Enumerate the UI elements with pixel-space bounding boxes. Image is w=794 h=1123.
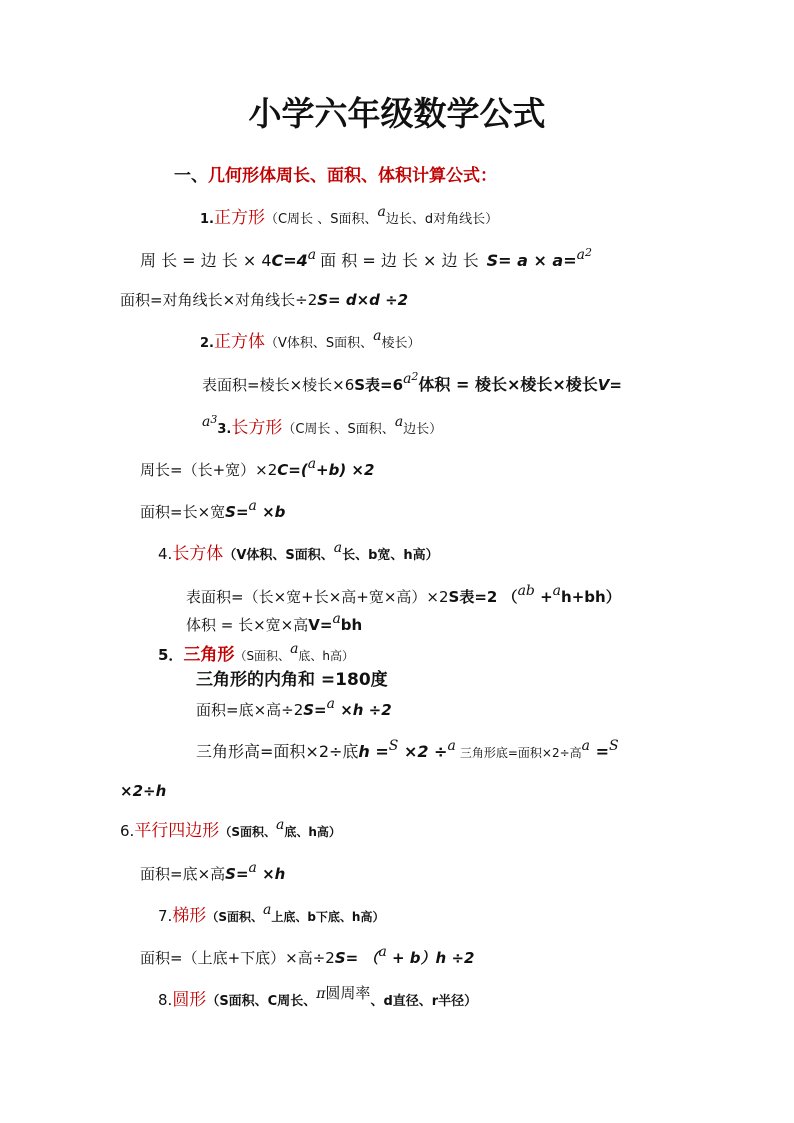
square-formula-line	[140, 246, 592, 273]
shape-circle-heading	[158, 984, 478, 1012]
cuboid-surface-line	[186, 583, 621, 608]
triangle-area-line	[196, 696, 392, 721]
var-ab: ab	[517, 583, 535, 599]
var-a: a	[394, 414, 404, 430]
variable-list: （S面积、	[234, 649, 291, 663]
formula: h =	[358, 742, 389, 761]
var-s: S	[608, 738, 619, 754]
shape-cube-heading	[200, 328, 421, 354]
shape-trapezoid-heading	[158, 902, 385, 927]
formula-text: 体积 = 长×宽×高	[186, 616, 309, 634]
variable-list: （V体积、S面积、	[264, 336, 374, 351]
item-number: 4.	[158, 545, 173, 563]
shape-name: 正方形	[213, 208, 265, 228]
var-a: a	[202, 414, 211, 430]
formula: S= a × a=	[486, 251, 577, 270]
shape-name: 长方形	[231, 418, 283, 438]
formula: S= d×d ÷2	[317, 291, 409, 309]
variable-list-end: 上底、b下底、h高）	[271, 910, 385, 924]
var-a: a	[377, 204, 386, 220]
formula: ×2 ÷	[398, 742, 448, 761]
formula: +	[534, 588, 553, 606]
item-number: 5．	[158, 646, 184, 664]
exponent: 3	[210, 413, 218, 426]
formula: h+bh）	[561, 588, 621, 606]
formula-text: 表面积=（长×宽+长×高+宽×高）×2	[186, 588, 449, 606]
variable-list: （C周长 、S面积、	[282, 422, 395, 437]
variable-list: （C周长 、S面积、	[264, 212, 378, 227]
pi-label: 圆周率	[325, 984, 371, 1002]
var-a: a	[332, 611, 341, 627]
shape-parallelogram-heading	[120, 817, 341, 842]
cube-formula-line	[202, 370, 622, 397]
section-prefix: 一、	[174, 166, 208, 186]
formula-text: 三角形底=面积×2÷高	[459, 746, 582, 760]
formula: + b）h ÷2	[386, 949, 475, 967]
section-heading	[174, 166, 497, 186]
formula: S=	[225, 865, 249, 883]
var-a: a	[290, 641, 299, 657]
rectangle-perimeter-line	[140, 456, 375, 481]
var-a: a	[447, 738, 456, 754]
formula: bh	[340, 616, 363, 634]
item-number: 3.	[217, 422, 232, 437]
exponent: 2	[584, 246, 592, 259]
formula: ×h ÷2	[334, 701, 392, 719]
trapezoid-area-line	[140, 944, 475, 969]
var-s: S	[388, 738, 399, 754]
formula: S=	[303, 701, 327, 719]
var-a: a	[552, 583, 562, 599]
var-a: a	[581, 738, 590, 754]
var-a: a	[373, 328, 382, 344]
triangle-angle-sum: 三角形的内角和 =180度	[196, 670, 388, 690]
variable-list-end: 棱长）	[381, 336, 421, 351]
formula-text: 面积=底×高	[140, 865, 226, 883]
variable-list-end: 长、b宽、h高）	[342, 548, 439, 563]
variable-list-end: 底、h高）	[298, 649, 355, 663]
shape-triangle-heading	[158, 641, 355, 666]
shape-name: 正方体	[213, 332, 265, 352]
page-title: 小学六年级数学公式	[248, 94, 546, 133]
exponent: 2	[411, 370, 419, 383]
shape-name: 三角形	[183, 645, 235, 665]
formula-text: 面 积 = 边 长 × 边 长	[320, 251, 479, 270]
var-a: a	[248, 860, 257, 876]
formula: S= （	[334, 949, 379, 967]
var-a: a	[326, 696, 335, 712]
formula-text: 三角形高=面积×2÷底	[196, 742, 359, 761]
formula-text: 面积=长×宽	[140, 503, 226, 521]
shape-name: 圆形	[172, 990, 207, 1010]
var-a: a	[262, 902, 272, 918]
formula: =	[590, 742, 609, 761]
item-number: 7.	[158, 907, 173, 925]
square-diagonal-line	[120, 290, 408, 310]
variable-list: （V体积、S面积、	[223, 548, 334, 563]
shape-name: 梯形	[172, 906, 207, 926]
rectangle-area-line	[140, 498, 286, 523]
formula: S=	[225, 503, 249, 521]
item-number: 8.	[158, 991, 173, 1009]
formula: C=(	[277, 461, 308, 479]
variable-list-end: 边长、d对角线长）	[385, 212, 499, 227]
var-a: a	[307, 247, 317, 263]
var-a: a	[307, 456, 317, 472]
item-number: 1.	[200, 212, 214, 227]
var-a: a	[275, 817, 285, 833]
triangle-height-base-line	[196, 738, 619, 763]
var-a: a	[333, 540, 343, 556]
formula-text: 周长=（长+宽）×2	[140, 461, 278, 479]
var-a: a	[576, 247, 585, 263]
formula-text: 体积 = 棱长×棱长×棱长	[418, 375, 598, 394]
shape-name: 长方体	[172, 544, 224, 564]
formula-text: 表面积=棱长×棱长×6	[202, 376, 355, 394]
cuboid-volume-line	[186, 611, 363, 636]
variable-list: （S面积、	[206, 910, 263, 924]
variable-list: （S面积、C周长、	[206, 994, 317, 1009]
variable-list-end: 、d直径、r半径）	[370, 994, 478, 1009]
triangle-base-continuation: ×2÷h	[120, 782, 167, 800]
var-a: a	[403, 371, 412, 387]
shape-rectangle-heading	[202, 413, 443, 440]
variable-list-end: 边长）	[403, 422, 443, 437]
shape-cuboid-heading	[158, 540, 439, 566]
formula: ×h	[256, 865, 286, 883]
var-a: a	[248, 498, 257, 514]
section-title: 几何形体周长、面积、体积计算公式：	[208, 166, 497, 186]
formula: C=4	[271, 251, 308, 270]
formula-text: 面积=（上底+下底）×高÷2	[140, 949, 335, 967]
formula-text: 面积=对角线长×对角线长÷2	[120, 291, 318, 309]
variable-list: （S面积、	[219, 825, 276, 839]
pi-symbol: π	[316, 986, 326, 1002]
formula: V=	[308, 616, 333, 634]
var-a: a	[378, 944, 387, 960]
formula-text: 面积=底×高÷2	[196, 701, 304, 719]
formula: S表=2 （	[448, 588, 518, 606]
formula: ×b	[256, 503, 286, 521]
parallelogram-area-line	[140, 860, 286, 885]
variable-list-end: 底、h高）	[284, 825, 341, 839]
formula: S表=6	[354, 376, 404, 394]
formula: V=	[597, 376, 622, 394]
item-number: 2.	[200, 336, 214, 351]
formula: +b) ×2	[316, 461, 375, 479]
shape-name: 平行四边形	[134, 821, 220, 841]
item-number: 6.	[120, 822, 135, 840]
formula-text: 周 长 = 边 长 × 4	[140, 251, 272, 270]
shape-square-heading	[200, 204, 499, 230]
